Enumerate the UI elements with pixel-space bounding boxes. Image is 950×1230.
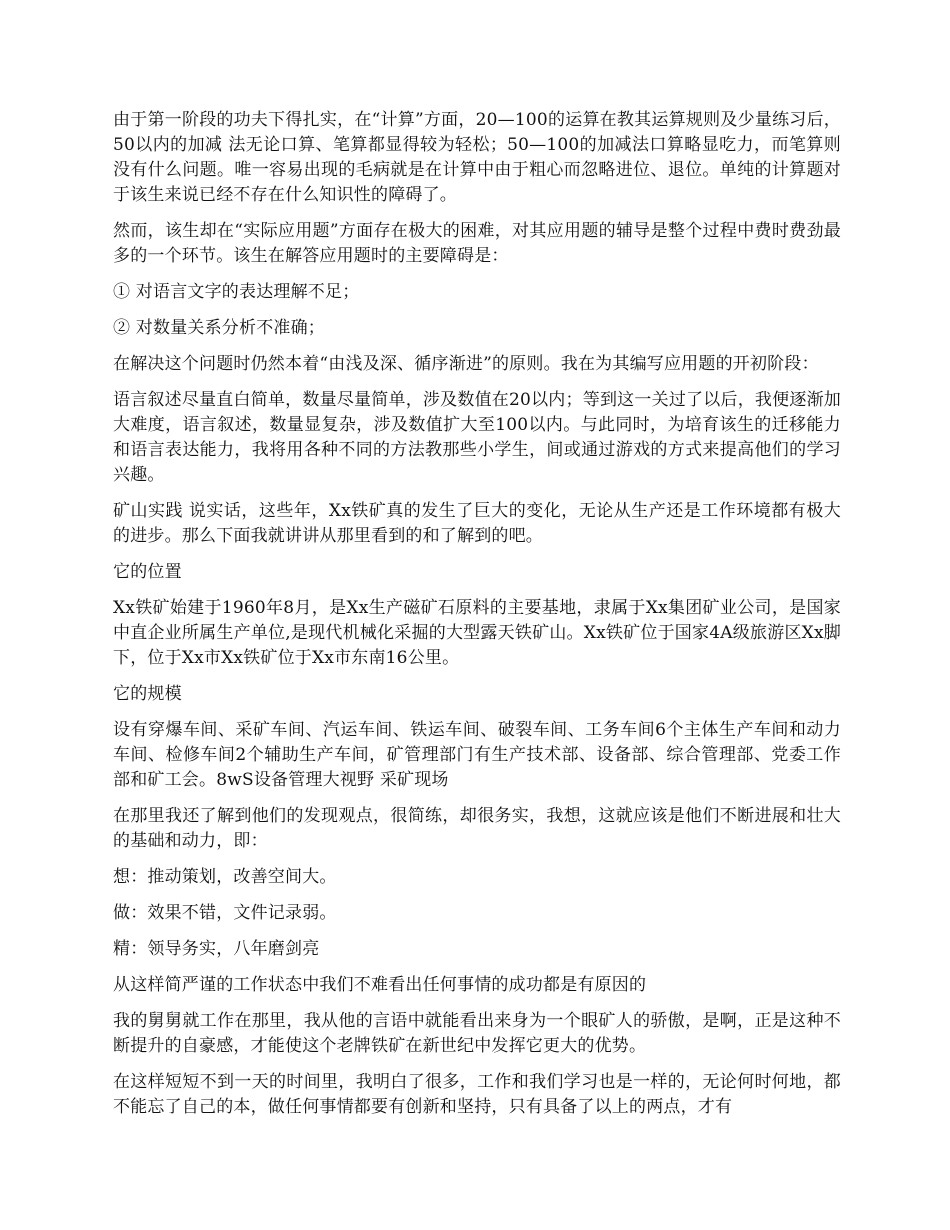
paragraph-scale: 设有穿爆车间、采矿车间、汽运车间、铁运车间、破裂车间、工务车间6个主体生产车间和动力车间、检修车间2个辅助生产车间，矿管理部门有生产技术部、设备部、综合管理部、党委工作部和矿工会。8wS设备管理大视野 采矿现场 [113,720,841,790]
paragraph-conclusion: 在这样短短不到一天的时间里，我明白了很多，工作和我们学习也是一样的，无论何时何地，都不能忘了自己的本，做任何事情都要有创新和坚持，只有具备了以上的两点，才有 [113,1072,841,1117]
paragraph-method: 语言叙述尽量直白简单，数量尽量简单，涉及数值在20以内；等到这一关过了以后，我便逐渐加大难度，语言叙述，数量显复杂，涉及数值扩大至100以内。与此同时，为培育该生的迁移能力和语言表达能力，我将用各种不同的方法教那些小学生，间或通过游戏的方式来提高他们的学习兴趣。 [113,390,841,485]
section-heading-location: 它的位置 [113,562,182,582]
paragraph-location: Xx铁矿始建于1960年8月，是Xx生产磁矿石原料的主要基地，隶属于Xx集团矿业公司，是国家中直企业所属生产单位,是现代机械化采掘的大型露天铁矿山。Xx铁矿位于国家4A级旅游区Xx脚下，位于Xx市Xx铁矿位于Xx市东南16公里。 [113,598,841,668]
section-heading-scale: 它的规模 [113,684,182,704]
paragraph-mine-practice: 矿山实践 说实话，这些年，Xx铁矿真的发生了巨大的变化，无论从生产还是工作环境都有极大的进步。那么下面我就讲讲从那里看到的和了解到的吧。 [113,501,841,546]
paragraph-calculation: 由于第一阶段的功夫下得扎实，在“计算”方面，20—100的运算在教其运算规则及少量练习后，50以内的加减 法无论口算、笔算都显得较为轻松；50—100的加减法口算略显吃力，而笔算则没有什么问题。唯一容易出现的毛病就是在计算中由于粗心而忽略进位、退位。单纯的计算题对于该生来说已经不存在什么知识性的障碍了。 [113,110,841,205]
paragraph-viewpoint: 在那里我还了解到他们的发现观点，很简练，却很务实，我想，这就应该是他们不断进展和壮大的基础和动力，即： [113,806,841,851]
list-item-obstacle-1: ① 对语言文字的表达理解不足； [113,282,360,302]
document-body [113,108,841,1131]
paragraph-application-difficulty: 然而，该生却在“实际应用题”方面存在极大的困难，对其应用题的辅导是整个过程中费时费劲最多的一个环节。该生在解答应用题时的主要障碍是： [113,221,841,266]
paragraph-principle: 在解决这个问题时仍然本着“由浅及深、循序渐进”的原则。我在为其编写应用题的开初阶段： [113,354,819,374]
list-item-refine: 精：领导务实，八年磨剑亮 [113,939,320,959]
list-item-obstacle-2: ② 对数量关系分析不准确； [113,318,326,338]
list-item-think: 想：推动策划，改善空间大。 [113,867,337,887]
list-item-do: 做：效果不错，文件记录弱。 [113,903,337,923]
paragraph-uncle: 我的舅舅就工作在那里，我从他的言语中就能看出来身为一个眼矿人的骄傲，是啊，正是这种不断提升的自豪感，才能使这个老牌铁矿在新世纪中发挥它更大的优势。 [113,1011,841,1056]
paragraph-success-reason: 从这样简严谨的工作状态中我们不难看出任何事情的成功都是有原因的 [113,975,647,995]
